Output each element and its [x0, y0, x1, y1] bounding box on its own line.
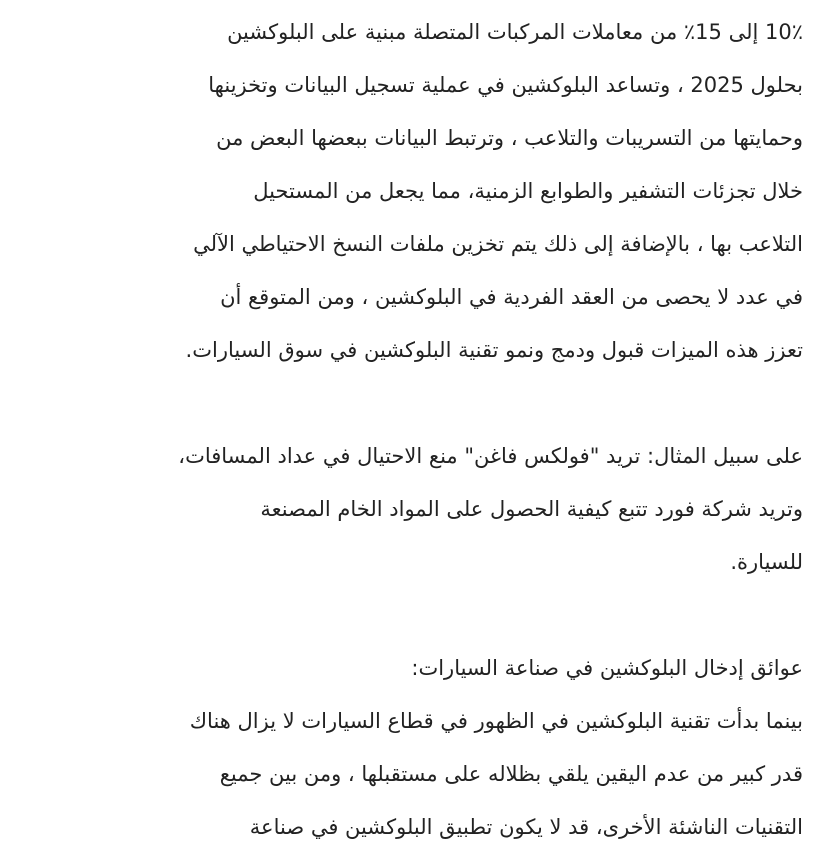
paragraph-spacer [13, 377, 803, 430]
text-line: في عدد لا يحصى من العقد الفردية في البلوكشين ، ومن المتوقع أن [220, 285, 803, 309]
paragraph-blockchain-data [13, 6, 803, 377]
article-body [13, 6, 803, 854]
text-line: بحلول 2025 ، وتساعد البلوكشين في عملية تسجيل البيانات وتخزينها [208, 73, 803, 97]
paragraph-spacer [13, 589, 803, 642]
text-line: وحمايتها من التسريبات والتلاعب ، وترتبط البيانات ببعضها البعض من [216, 126, 803, 150]
text-line: بينما بدأت تقنية البلوكشين في الظهور في قطاع السيارات لا يزال هناك [189, 709, 803, 733]
text-line: وتريد شركة فورد تتبع كيفية الحصول على المواد الخام المصنعة [260, 497, 803, 521]
text-line: 10٪ إلى 15٪ من معاملات المركبات المتصلة مبنية على البلوكشين [227, 20, 803, 44]
text-line: على سبيل المثال: تريد "فولكس فاغن" منع الاحتيال في عداد المسافات، [178, 444, 803, 468]
paragraph-obstacles [13, 642, 803, 854]
text-line: خلال تجزئات التشفير والطوابع الزمنية، مما يجعل من المستحيل [253, 179, 803, 203]
text-line: للسيارة. [730, 550, 803, 574]
section-heading-line: عوائق إدخال البلوكشين في صناعة السيارات: [411, 656, 803, 680]
text-line: قدر كبير من عدم اليقين يلقي بظلاله على مستقبلها ، ومن بين جميع [219, 762, 803, 786]
text-line: التقنيات الناشئة الأخرى، قد لا يكون تطبيق البلوكشين في صناعة [249, 815, 803, 839]
paragraph-example [13, 430, 803, 589]
text-line: تعزز هذه الميزات قبول ودمج ونمو تقنية البلوكشين في سوق السيارات. [185, 338, 803, 362]
text-line: التلاعب بها ، بالإضافة إلى ذلك يتم تخزين ملفات النسخ الاحتياطي الآلي [193, 232, 803, 256]
